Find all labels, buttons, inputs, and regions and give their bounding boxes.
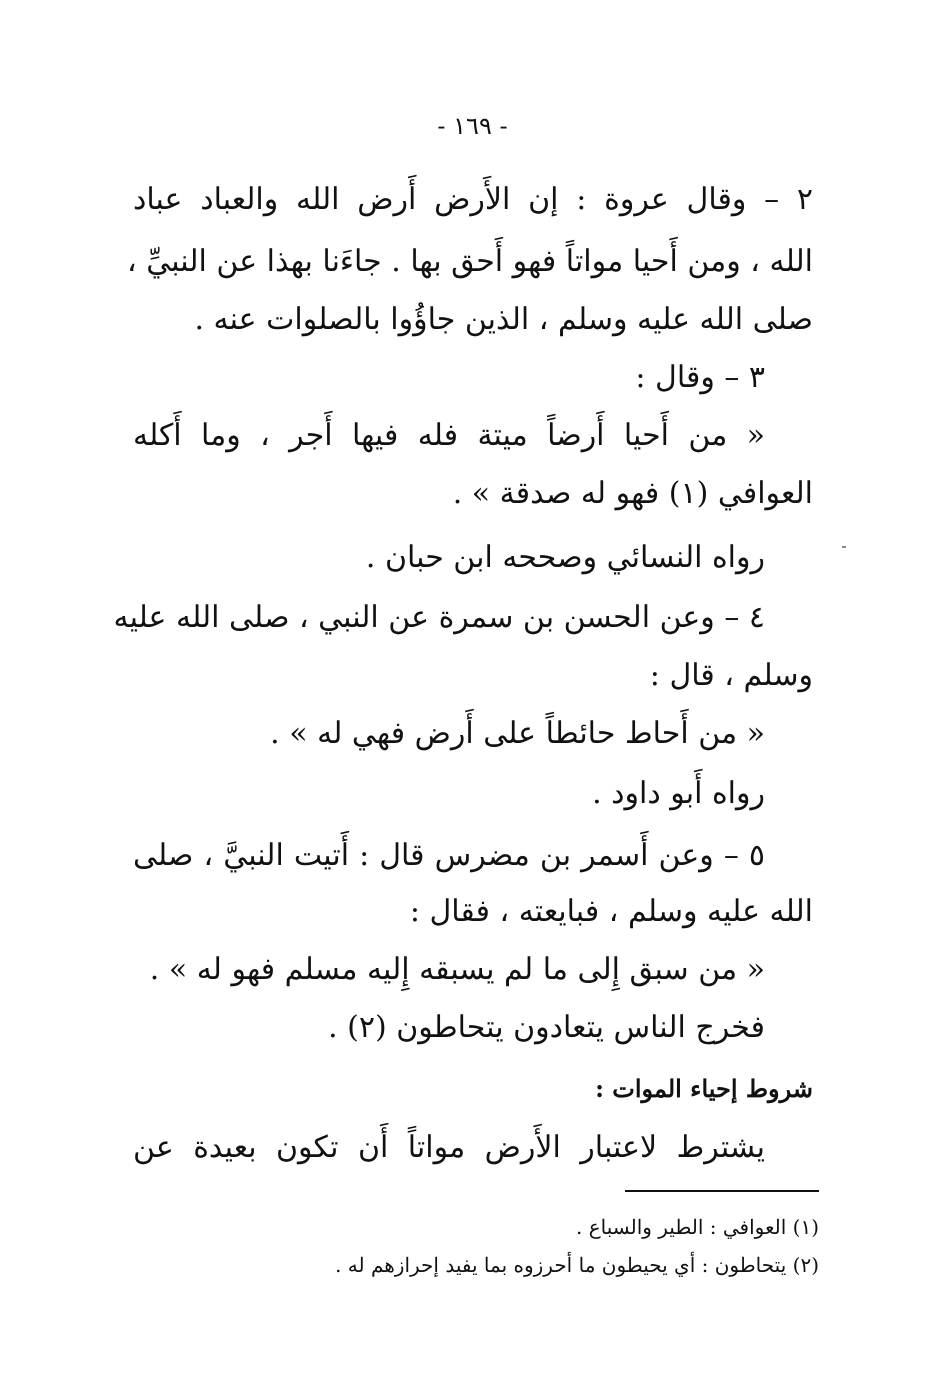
hadith-3-line-2: العوافي (١) فهو له صدقة » . <box>452 476 813 511</box>
hadith-3-line-1: « من أَحيا أَرضاً ميتة فله فيها أَجر ، وما أَكله <box>133 418 765 453</box>
paragraph-2-line-1: ٢ – وقال عروة : إن الأَرض أَرض الله والعباد عباد <box>133 182 814 217</box>
paragraph-5-closing: فخرج الناس يتعادون يتحاطون (٢) . <box>328 1010 765 1045</box>
paragraph-4-line-1: ٤ – وعن الحسن بن سمرة عن النبي ، صلى الله عليه <box>113 600 765 635</box>
page-number: - ١٦٩ - <box>437 112 508 140</box>
section-heading: شروط إحياء الموات : <box>595 1074 813 1103</box>
scan-speck <box>842 546 846 548</box>
paragraph-2-line-3: صلى الله عليه وسلم ، الذين جاؤُوا بالصلوات عنه . <box>194 302 813 337</box>
footnote-2: (٢) يتحاطون : أي يحيطون ما أحرزوه بما يفيد إحرازهم له . <box>335 1253 819 1277</box>
narration-3: رواه النسائي وصححه ابن حبان . <box>365 540 765 575</box>
narration-4: رواه أَبو داود . <box>592 776 765 811</box>
section-first-line: يشترط لاعتبار الأَرض مواتاً أَن تكون بعيدة عن <box>133 1130 765 1165</box>
hadith-5: « من سبق إِلى ما لم يسبقه إِليه مسلم فهو له » . <box>149 952 765 987</box>
hadith-4: « من أَحاط حائطاً على أَرض فهي له » . <box>270 716 765 751</box>
paragraph-3-intro: ٣ – وقال : <box>635 360 765 395</box>
paragraph-2-line-2: الله ، ومن أَحيا مواتاً فهو أَحق بها . جاءَنا بهذا عن النبيِّ ، <box>127 244 813 279</box>
paragraph-5-line-2: الله عليه وسلم ، فبايعته ، فقال : <box>409 894 813 929</box>
paragraph-4-line-2: وسلم ، قال : <box>649 658 813 693</box>
footnote-separator <box>625 1190 819 1192</box>
footnote-1: (١) العوافي : الطير والسباع . <box>575 1215 819 1239</box>
paragraph-5-line-1: ٥ – وعن أَسمر بن مضرس قال : أَتيت النبيَّ ، صلى <box>133 838 765 873</box>
